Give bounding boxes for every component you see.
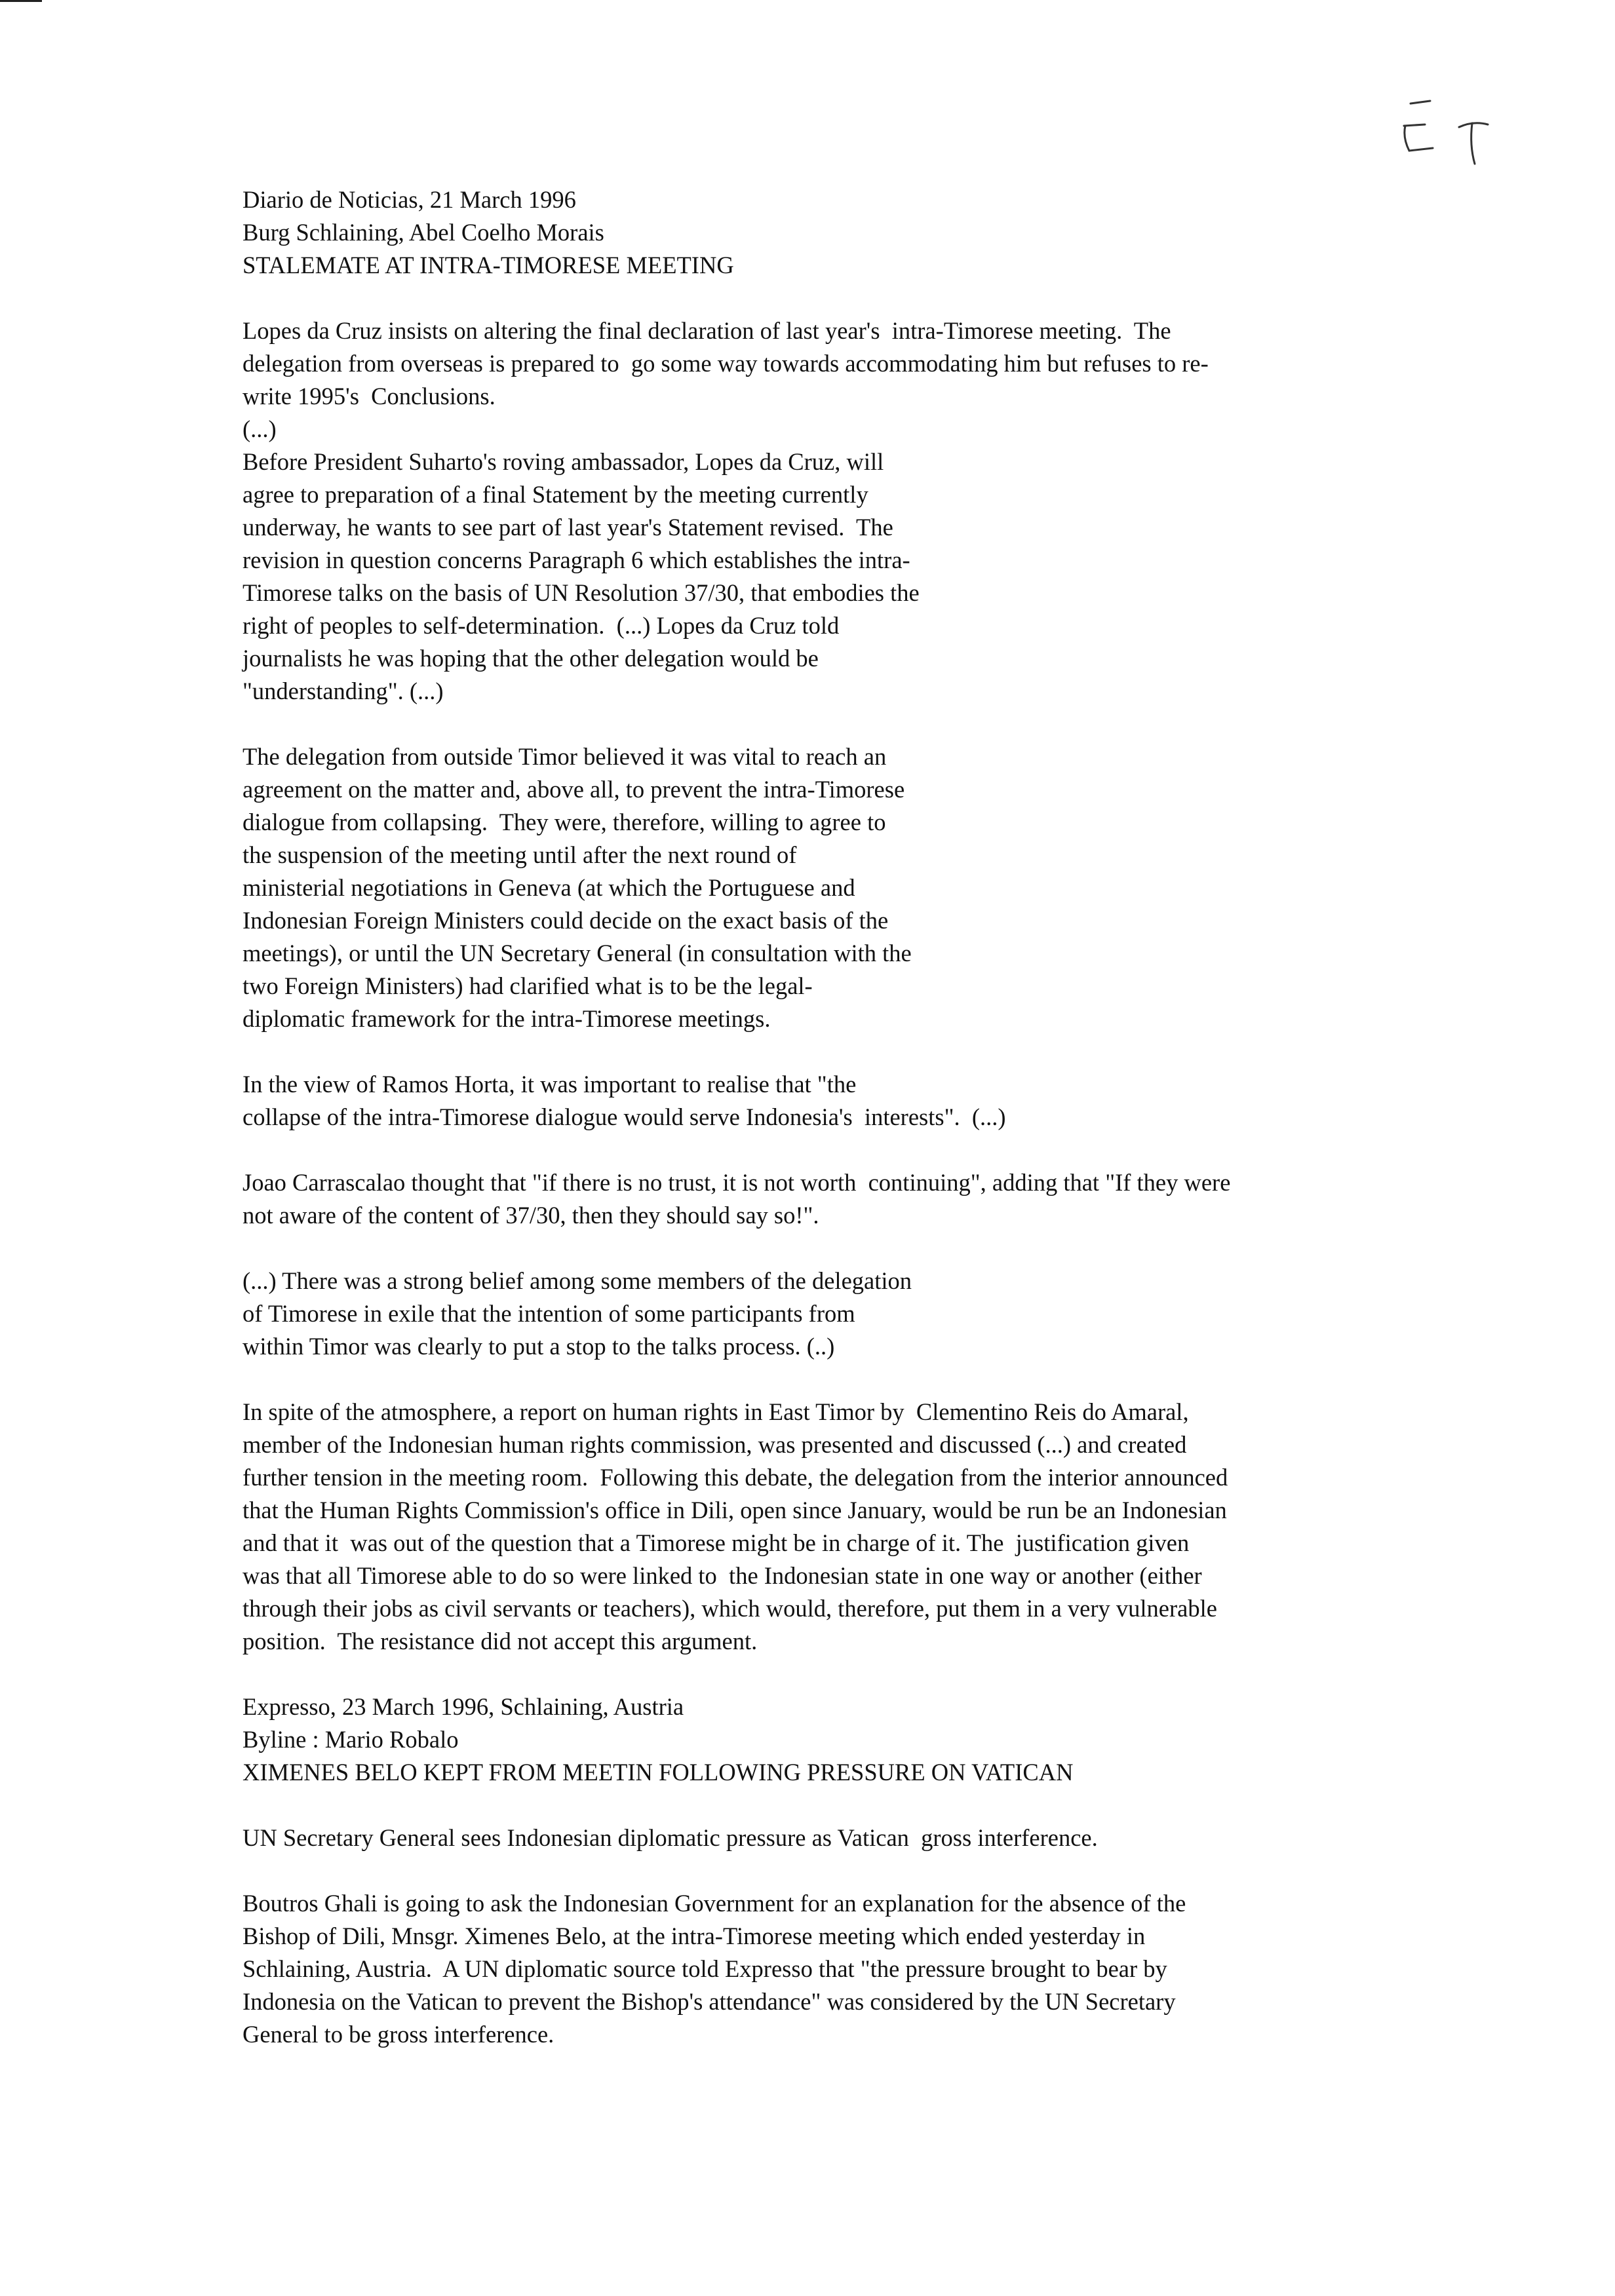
article2-paragraph-1: Boutros Ghali is going to ask the Indonesian Government for an explanation for the absence of the Bishop of Dili, Mnsgr. Ximenes Belo, at the intra-Timorese meeting which ended yesterday in Schlaining, Austria. A UN diplomatic source told Expresso that "the pressure brought to bear by Indonesia on the Vatican to prevent the Bishop's attendance" was considered by the UN Secretary General to be gross interference. xyxy=(243,1890,1186,2048)
article1-paragraph-1: Before President Suharto's roving ambassador, Lopes da Cruz, will agree to preparation of a final Statement by the meeting currently underway, he wants to see part of last year's Statement revised. The revision in question concerns Paragraph 6 which establishes the intra- Timorese talks on the basis of UN Resolution 37/30, that embodies the right of peoples to self-determination. (...) Lopes da Cruz told journalists he was hoping that the other delegation would be "understanding". (...) xyxy=(243,448,920,704)
ellipsis: (...) xyxy=(243,415,277,442)
document-body xyxy=(243,183,1396,2051)
article2-source: Expresso, 23 March 1996, Schlaining, Austria xyxy=(243,1693,684,1720)
article1-lead: Lopes da Cruz insists on altering the final declaration of last year's intra-Timorese meeting. The delegation from overseas is prepared to go some way towards accommodating him but refuses to re- write 1995's Conclusions. xyxy=(243,317,1209,410)
article1-source: Diario de Noticias, 21 March 1996 xyxy=(243,186,576,213)
article1-paragraph-5: (...) There was a strong belief among some members of the delegation of Timorese in exile that the intention of some participants from within Timor was clearly to put a stop to the talks process. (..) xyxy=(243,1267,912,1360)
article1-headline: STALEMATE AT INTRA-TIMORESE MEETING xyxy=(243,252,734,278)
article1-byline: Burg Schlaining, Abel Coelho Morais xyxy=(243,219,604,246)
article1-paragraph-3: In the view of Ramos Horta, it was important to realise that "the collapse of the intra-Timorese dialogue would serve Indonesia's interests". (...) xyxy=(243,1071,1006,1130)
article2-byline: Byline : Mario Robalo xyxy=(243,1726,459,1753)
handwritten-note xyxy=(1396,92,1501,170)
scan-corner-mark xyxy=(0,0,42,2)
article1-paragraph-4: Joao Carrascalao thought that "if there is no trust, it is not worth continuing", adding that "If they were not aware of the content of 37/30, then they should say so!". xyxy=(243,1169,1231,1229)
article2-lead: UN Secretary General sees Indonesian diplomatic pressure as Vatican gross interference. xyxy=(243,1824,1098,1851)
article2-headline: XIMENES BELO KEPT FROM MEETIN FOLLOWING PRESSURE ON VATICAN xyxy=(243,1759,1074,1786)
article1-paragraph-6: In spite of the atmosphere, a report on human rights in East Timor by Clementino Reis do Amaral, member of the Indonesian human rights commission, was presented and discussed (...) and created further tension in the meeting room. Following this debate, the delegation from the interior announced that the Human Rights Commission's office in Dili, open since January, would be run be an Indonesian and that it was out of the question that a Timorese might be in charge of it. The justification given was that all Timorese able to do so were linked to the Indonesian state in one way or another (either through their jobs as civil servants or teachers), which would, therefore, put them in a very vulnerable position. The resistance did not accept this argument. xyxy=(243,1398,1228,1655)
article1-paragraph-2: The delegation from outside Timor believed it was vital to reach an agreement on the matter and, above all, to prevent the intra-Timorese dialogue from collapsing. They were, therefore, willing to agree to the suspension of the meeting until after the next round of ministerial negotiations in Geneva (at which the Portuguese and Indonesian Foreign Ministers could decide on the exact basis of the meetings), or until the UN Secretary General (in consultation with the two Foreign Ministers) had clarified what is to be the legal- diplomatic framework for the intra-Timorese meetings. xyxy=(243,743,912,1032)
